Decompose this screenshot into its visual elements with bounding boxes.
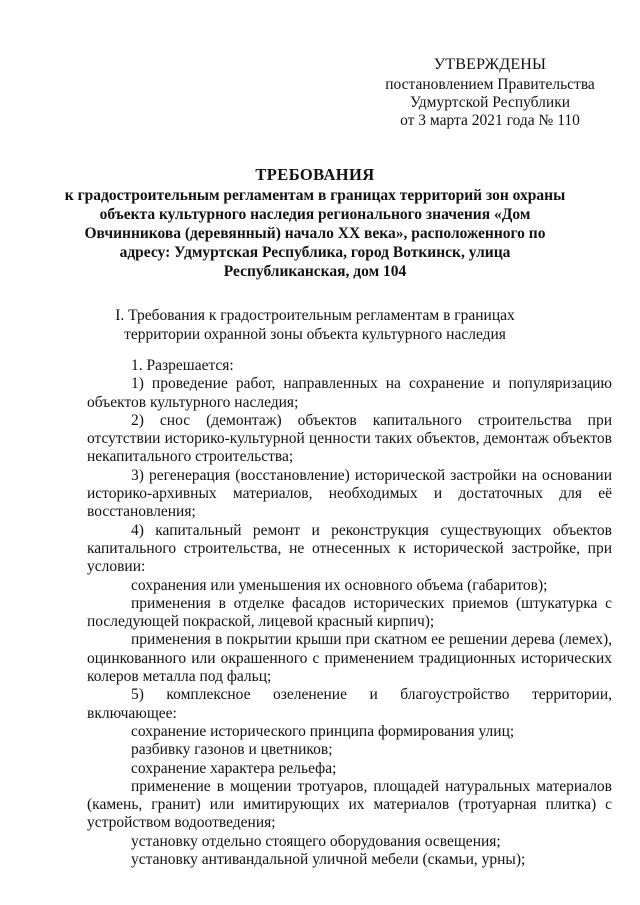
paragraph: установку антивандальной уличной мебели (скамьи, урны); (131, 851, 526, 869)
paragraph: применения в покрытии крыши при скатном ее решении дерева (лемех), оцинкованного или окрашенного с применением традиционных исторических колеров металла под фальц; (87, 631, 612, 686)
title-main: ТРЕБОВАНИЯ (255, 165, 375, 184)
section-heading: I. Требования к градостроительным регламентам в границах территории охранной зоны объекта культурного наследия (115, 307, 515, 343)
paragraph: сохранения или уменьшения их основного объема (габаритов); (131, 576, 548, 594)
approval-heading: УТВЕРЖДЕНЫ (433, 56, 547, 73)
approval-stamp (380, 56, 600, 130)
paragraph: сохранение характера рельефа; (131, 759, 337, 777)
paragraph: разбивку газонов и цветников; (131, 741, 333, 759)
title-subtitle: к градостроительным регламентам в границах территорий зон охраны объекта культурного наследия регионального значения «Дом Овчинникова (деревянный) начало XX века», расположенного по адресу: Удмуртская Республика, город Воткинск, улица Республиканская, дом 104 (64, 187, 566, 280)
paragraph: 1. Разрешается: (131, 357, 234, 374)
paragraph: 5) комплексное озеленение и благоустройство территории, включающее: (87, 686, 612, 722)
approval-line: Удмуртской Республики (409, 94, 571, 111)
approval-line: постановлением Правительства (385, 76, 595, 93)
paragraph: 3) регенерация (восстановление) исторической застройки на основании историко-архивных материалов, необходимых и достаточных для её восстановления; (87, 466, 612, 521)
paragraph: применение в мощении тротуаров, площадей натуральных материалов (камень, гранит) или имитирующих их материалов (тротуарная плитка) с устройством водоотведения; (87, 777, 612, 832)
paragraph: сохранение исторического принципа формирования улиц; (131, 722, 515, 740)
paragraph: 2) снос (демонтаж) объектов капитального строительства при отсутствии историко-культурной ценности таких объектов, демонтаж объектов некапитального строительства; (87, 411, 612, 466)
paragraph: применения в отделке фасадов исторических приемов (штукатурка с последующей покраской, лицевой красный кирпич); (87, 594, 612, 631)
paragraph: 4) капитальный ремонт и реконструкция существующих объектов капитального строительства, не отнесенных к исторической застройке, при условии: (87, 521, 612, 576)
document-title (60, 165, 570, 281)
paragraph: 1) проведение работ, направленных на сохранение и популяризацию объектов культурного наследия; (87, 375, 612, 411)
document-body (87, 357, 612, 869)
paragraph: установку отдельно стоящего оборудования освещения; (131, 832, 501, 850)
approval-line: от 3 марта 2021 года № 110 (400, 112, 580, 129)
